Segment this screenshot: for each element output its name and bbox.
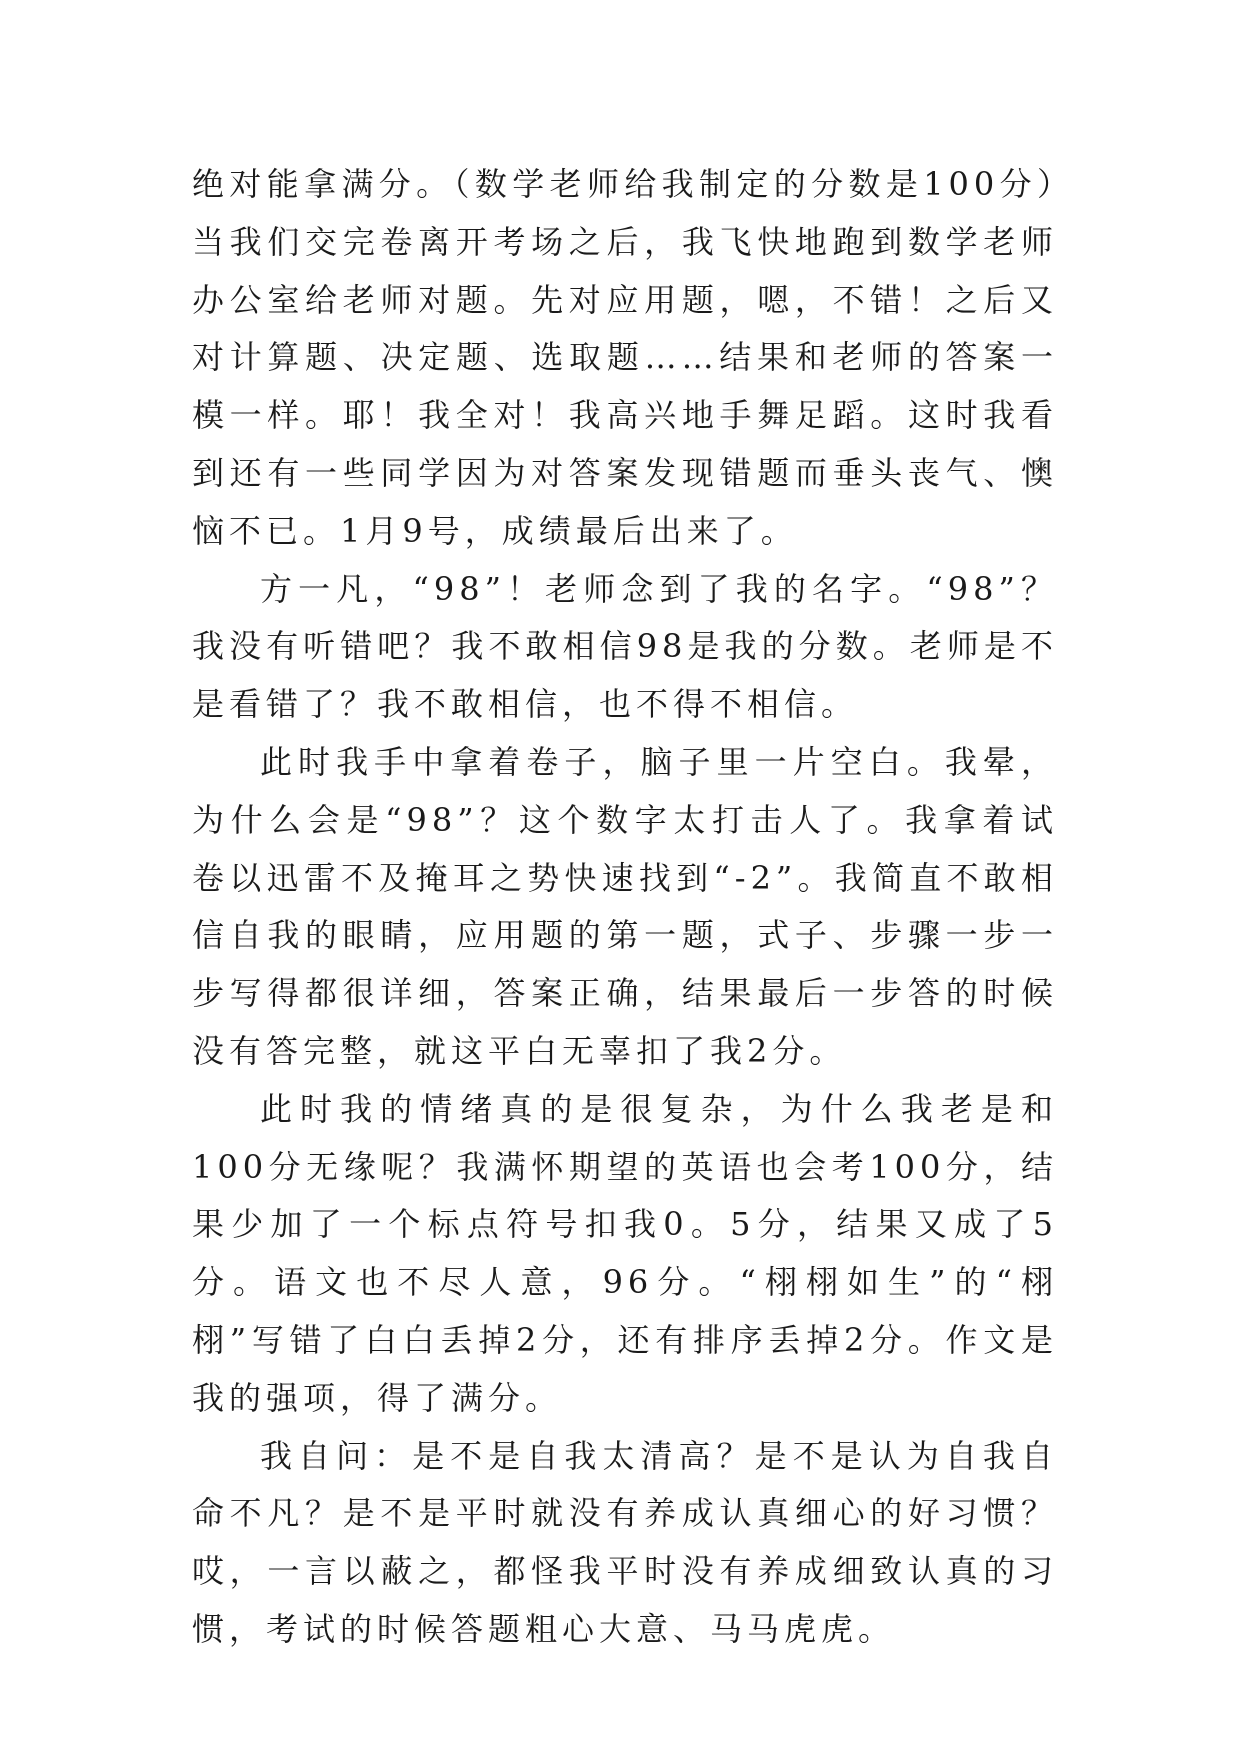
paragraph-2: 方一凡，“98”！老师念到了我的名字。“98”？我没有听错吧？我不敢相信98是我的分数。老师是不是看错了？我不敢相信，也不得不相信。 bbox=[192, 569, 1058, 724]
paragraph-3: 此时我手中拿着卷子，脑子里一片空白。我晕，为什么会是“98”？这个数字太打击人了。我拿着试卷以迅雷不及掩耳之势快速找到“-2”。我简直不敢相信自我的眼睛，应用题的第一题，式子、步骤一步一步写得都很详细，答案正确，结果最后一步答的时候没有答完整，就这平白无辜扣了我2分。 bbox=[192, 742, 1058, 1070]
paragraph-4: 此时我的情绪真的是很复杂，为什么我老是和100分无缘呢？我满怀期望的英语也会考100分，结果少加了一个标点符号扣我0。5分，结果又成了5分。语文也不尽人意，96分。“栩栩如生”的“栩栩”写错了白白丢掉2分，还有排序丢掉2分。作文是我的强项，得了满分。 bbox=[192, 1089, 1058, 1417]
paragraph-5: 我自问：是不是自我太清高？是不是认为自我自命不凡？是不是平时就没有养成认真细心的好习惯？哎，一言以蔽之，都怪我平时没有养成细致认真的习惯，考试的时候答题粗心大意、马马虎虎。 bbox=[192, 1436, 1058, 1648]
paragraph-1: 绝对能拿满分。（数学老师给我制定的分数是100分）当我们交完卷离开考场之后，我飞快地跑到数学老师办公室给老师对题。先对应用题，嗯，不错！之后又对计算题、决定题、选取题……结果和老师的答案一模一样。耶！我全对！我高兴地手舞足蹈。这时我看到还有一些同学因为对答案发现错题而垂头丧气、懊恼不已。1月9号，成绩最后出来了。 bbox=[192, 165, 1058, 550]
document-body bbox=[192, 156, 1058, 1659]
